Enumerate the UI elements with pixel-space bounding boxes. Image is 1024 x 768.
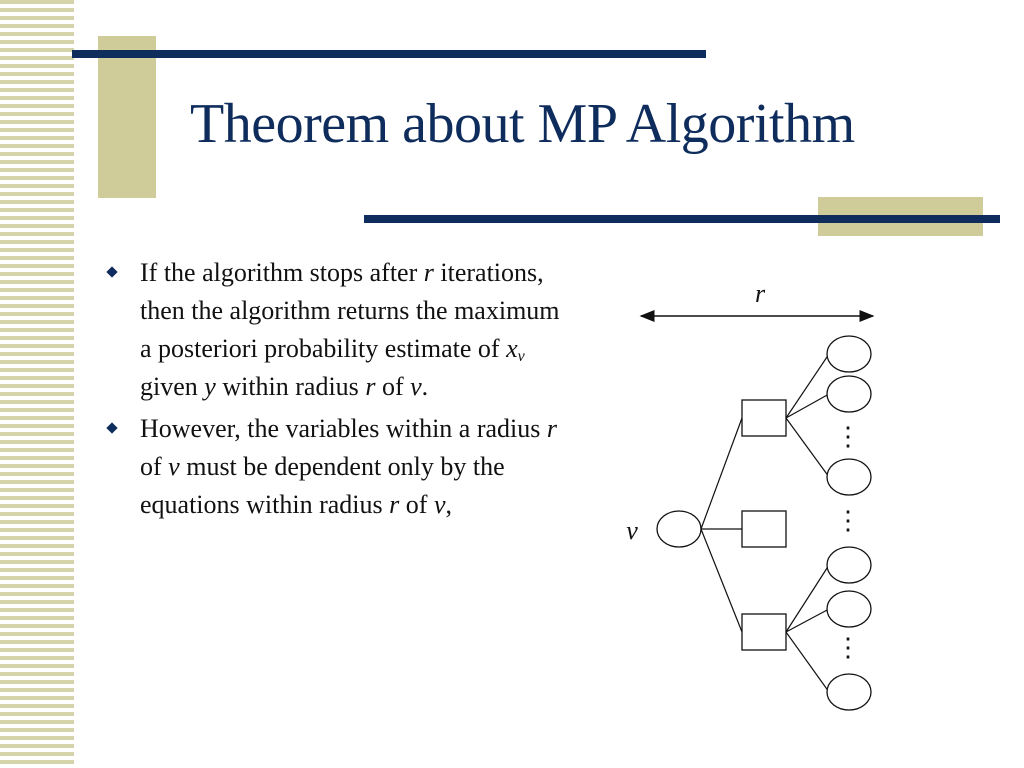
bullet-text-1: If the algorithm stops after r iterations, then the algorithm returns the maximum a posteriori probability estimate of $x_v$ given y within radius r of v.: [140, 258, 560, 401]
factor-node: [742, 400, 786, 436]
variable-node: [827, 547, 871, 583]
ellipsis-mark: ⋮: [835, 506, 861, 535]
factor-node: [742, 511, 786, 547]
slide-title: Theorem about MP Algorithm: [190, 93, 855, 155]
radius-label: r: [754, 279, 766, 308]
root-variable-node: [657, 511, 701, 547]
ellipsis-mark: ⋮: [835, 422, 861, 451]
variable-node: [827, 591, 871, 627]
variable-node: [827, 376, 871, 412]
ellipsis-mark: ⋮: [835, 633, 861, 662]
factor-node: [742, 614, 786, 650]
variable-node: [827, 336, 871, 372]
root-label: v: [626, 516, 638, 545]
variable-node: [827, 459, 871, 495]
bullet-text-2: However, the variables within a radius r of v must be dependent only by the equations within radius r of v,: [140, 414, 558, 519]
variable-node: [827, 674, 871, 710]
